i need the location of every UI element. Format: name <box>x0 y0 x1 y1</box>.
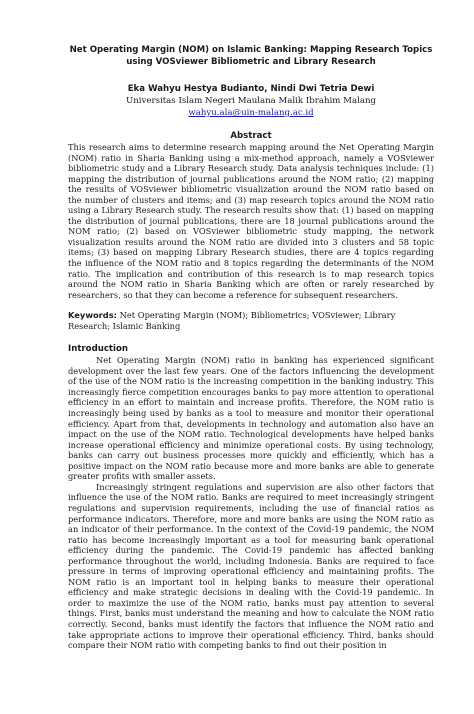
author-list: Eka Wahyu Hestya Budianto, Nindi Dwi Tetria Dewi <box>127 84 375 94</box>
author-email <box>68 107 434 119</box>
keywords <box>68 310 434 331</box>
affiliation: Universitas Islam Negeri Maulana Malik Ibrahim Malang <box>126 96 376 106</box>
keywords-label: Keywords: <box>68 310 117 321</box>
email-link[interactable]: wahyu.ala@uin-malang.ac.id <box>188 108 314 118</box>
paper-title: Net Operating Margin (NOM) on Islamic Banking: Mapping Research Topics using VOSviewer Bibliometric and Library Research <box>69 45 433 67</box>
intro-paragraph-2: Increasingly stringent regulations and supervision are also other factors that influence the use of the NOM ratio. Banks are required to meet increasingly stringent regulations and supervision requirements, including the use of financial ratios as performance indicators. Therefore, more and more banks are using the NOM ratio as an indicator of their performance. In the context of the Covid-19 pandemic, the NOM ratio has become increasingly important as a tool for measuring bank operational efficiency during the pandemic. The Covid-19 pandemic has affected banking performance throughout the world, including Indonesia. Banks are required to face pressure in terms of improving operational efficiency and maintaining profits. The NOM ratio is an important tool in helping banks to measure their operational efficiency and make strategic decisions in dealing with the Covid-19 pandemic. In order to maximize the use of the NOM ratio, banks must pay attention to several things. First, banks must understand the meaning and how to calculate the NOM ratio correctly. Second, banks must identify the factors that influence the NOM ratio and take appropriate actions to improve their operational efficiency. Third, banks should compare their NOM ratio with competing banks to find out their position in <box>68 481 434 651</box>
paper-page <box>0 44 474 714</box>
keywords-text: Net Operating Margin (NOM); Bibliometrics; VOSviewer; Library Research; Islamic Banking <box>68 310 396 331</box>
abstract-text: This research aims to determine research mapping around the Net Operating Margin (NOM) ratio in Sharia Banking using a mix-method approach, namely a VOSviewer bibliometric study and a Library Research study. Data analysis techniques include: (1) mapping the distribution of journal publications around the NOM ratio; (2) mapping the results of VOSviewer bibliometric visualization around the NOM ratio based on the number of clusters and items; and (3) map research topics around the NOM ratio using a Library Research study. The research results show that: (1) based on mapping the distribution of journal publications, there are 18 journal publications around the NOM ratio; (2) based on VOSviewer bibliometric study mapping, the network visualization results around the NOM ratio are divided into 3 clusters and 58 topic items; (3) based on mapping Library Research studies, there are 4 topics regarding the influence of the NOM ratio and 8 topics regarding the determinants of the NOM ratio. The implication and contribution of this research is to map research topics around the NOM ratio in Sharia Banking which are often or rarely researched by researchers, so that they can become a reference for subsequent researchers. <box>68 142 434 300</box>
introduction-heading: Introduction <box>68 344 129 355</box>
intro-paragraph-1: Net Operating Margin (NOM) ratio in banking has experienced significant development over the last few years. One of the factors influencing the development of the use of the NOM ratio is the increasing competition in the banking industry. This increasingly fierce competition encourages banks to pay more attention to operational efficiency in an effort to maintain and increase profits. Therefore, the NOM ratio is increasingly being used by banks as a tool to measure and monitor their operational efficiency. Apart from that, developments in technology and automation also have an impact on the use of the NOM ratio. Technological developments have helped banks increase operational efficiency and minimize operational costs. By using technology, banks can carry out business processes more quickly and efficiently, which has a positive impact on the NOM ratio because more and more banks are able to generate greater profits with smaller assets. <box>68 355 434 482</box>
abstract-heading: Abstract <box>230 131 272 141</box>
